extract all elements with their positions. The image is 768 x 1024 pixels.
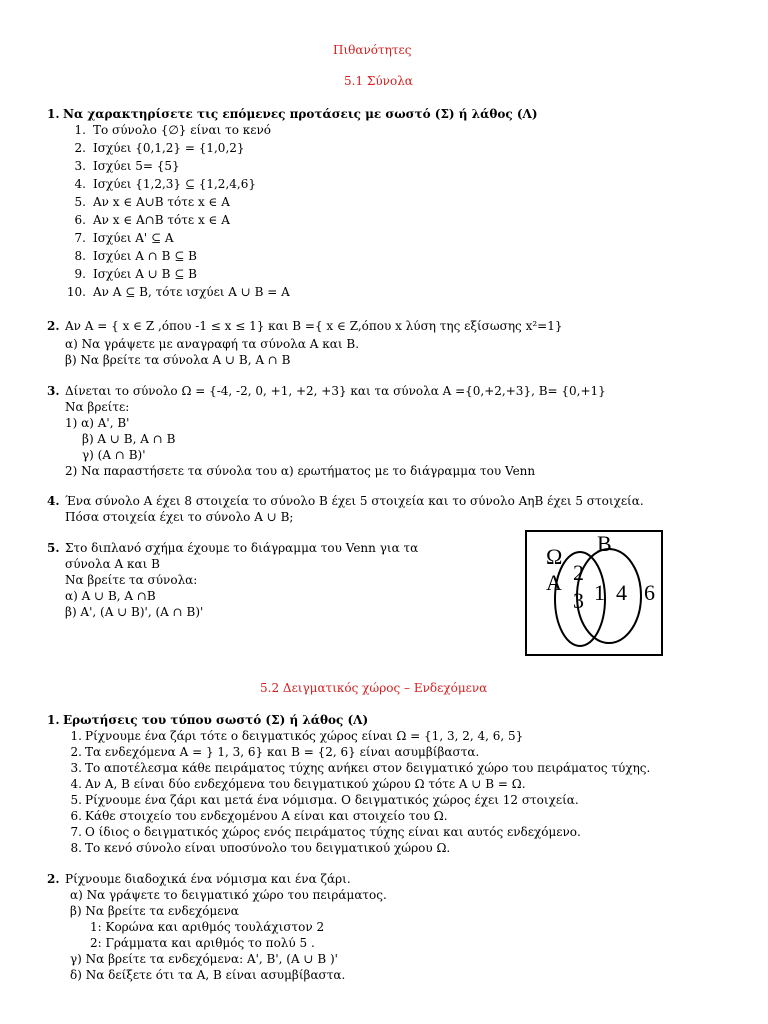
- item-text: Αν A ⊆ B, τότε ισχύει A ∪ B = A: [93, 285, 290, 299]
- item-text: Ισχύει 5= {5}: [93, 159, 180, 173]
- item-text: Ισχύει {0,1,2} = {1,0,2}: [93, 141, 245, 155]
- item-number: 6.: [74, 213, 86, 227]
- set-b-ellipse: [577, 549, 641, 643]
- question-text: Στο διπλανό σχήμα έχουμε το διάγραμμα του Venn για τα: [65, 541, 419, 555]
- item-number: 4.: [74, 177, 86, 191]
- element-1: 1: [594, 580, 605, 605]
- question-text: Ρίχνουμε διαδοχικά ένα νόμισμα και ένα ζάρι.: [65, 872, 351, 886]
- item-text: Αν x ∈ A∩B τότε x ∈ A: [93, 213, 230, 227]
- element-6: 6: [644, 580, 655, 605]
- item-text: Τα ενδεχόμενα A = } 1, 3, 6} και B = {2, 6} είναι ασυμβίβαστα.: [85, 745, 480, 759]
- item-text: Ο ίδιος ο δειγματικός χώρος ενός πειράματος τύχης είναι και αυτός ενδεχόμενο.: [85, 825, 581, 839]
- item-text: Ισχύει A ∪ B ⊆ B: [93, 267, 197, 281]
- question-part: α) Να γράψετε με αναγραφή τα σύνολα A και B.: [65, 337, 360, 351]
- question-text: Να βρείτε τα σύνολα:: [65, 573, 198, 587]
- question-part: γ) Να βρείτε τα ενδεχόμενα: A', B', (A ∪ B )': [70, 952, 338, 966]
- question-title: Να χαρακτηρίσετε τις επόμενες προτάσεις με σωστό (Σ) ή λάθος (Λ): [63, 107, 538, 121]
- set-b-label: B: [597, 531, 612, 556]
- item-text: Ισχύει A ∩ B ⊆ B: [93, 249, 197, 263]
- item-text: Ισχύει {1,2,3} ⊆ {1,2,4,6}: [93, 177, 256, 191]
- question-number: 4.: [47, 494, 60, 508]
- omega-label: Ω: [546, 544, 563, 569]
- item-number: 8.: [74, 249, 86, 263]
- item-number: 2.: [74, 141, 86, 155]
- element-2: 2: [573, 560, 584, 585]
- item-number: 1.: [70, 729, 82, 743]
- item-text: Ισχύει A' ⊆ A: [93, 231, 174, 245]
- item-text: Αν A, B είναι δύο ενδεχόμενα του δειγματικού χώρου Ω τότε A ∪ B = Ω.: [85, 777, 526, 791]
- item-text: Αν x ∈ A∪B τότε x ∈ A: [93, 195, 230, 209]
- element-4: 4: [616, 580, 627, 605]
- question-text: Ένα σύνολο A έχει 8 στοιχεία το σύνολο B έχει 5 στοιχεία και το σύνολο AηB έχει 5 στοιχεία.: [65, 494, 644, 508]
- question-part: α) Να γράψετε το δειγματικό χώρο του πειράματος.: [70, 888, 387, 902]
- item-number: 5.: [70, 793, 82, 807]
- item-text: Το κενό σύνολο είναι υποσύνολο του δειγματικού χώρου Ω.: [85, 841, 451, 855]
- page-title: Πιθανότητες: [333, 43, 412, 57]
- question-subpart: 1: Κορώνα και αριθμός τουλάχιστον 2: [90, 920, 325, 934]
- question-number: 1.: [47, 107, 60, 121]
- set-a-label: A: [546, 570, 562, 595]
- item-text: Το αποτέλεσμα κάθε πειράματος τύχης ανήκει στον δειγματικό χώρο του πειράματος τύχης.: [85, 761, 651, 775]
- question-number: 2.: [47, 872, 60, 886]
- item-number: 2.: [70, 745, 82, 759]
- item-text: Ρίχνουμε ένα ζάρι και μετά ένα νόμισμα. Ο δειγματικός χώρος έχει 12 στοιχεία.: [85, 793, 579, 807]
- item-number: 1.: [74, 123, 86, 137]
- question-number: 2.: [47, 319, 60, 333]
- question-text: Αν A = { x ∈ Z ,όπου -1 ≤ x ≤ 1} και B ={ x ∈ Z,όπου x λύση της εξίσωσης x²=1}: [65, 319, 563, 333]
- question-part: 2) Να παραστήσετε τα σύνολα του α) ερωτήματος με το διάγραμμα του Venn: [65, 464, 536, 478]
- element-3: 3: [573, 588, 584, 613]
- question-text: Πόσα στοιχεία έχει το σύνολο A ∪ B;: [65, 510, 294, 524]
- question-number: 1.: [47, 713, 60, 727]
- question-part: 1) α) A', B': [65, 416, 130, 430]
- question-text: σύνολα A και B: [65, 557, 160, 571]
- item-number: 7.: [74, 231, 86, 245]
- item-number: 5.: [74, 195, 86, 209]
- question-number: 3.: [47, 384, 60, 398]
- item-number: 7.: [70, 825, 82, 839]
- item-text: Κάθε στοιχείο του ενδεχομένου A είναι και στοιχείο του Ω.: [85, 809, 448, 823]
- section-heading: 5.1 Σύνολα: [344, 74, 413, 88]
- question-part: β) Να βρείτε τα ενδεχόμενα: [70, 904, 239, 918]
- question-part: γ) (A ∩ B)': [82, 448, 146, 462]
- question-subpart: 2: Γράμματα και αριθμός το πολύ 5 .: [90, 936, 315, 950]
- item-number: 6.: [70, 809, 82, 823]
- question-part: δ) Να δείξετε ότι τα A, B είναι ασυμβίβαστα.: [70, 968, 346, 982]
- section-heading: 5.2 Δειγματικός χώρος – Ενδεχόμενα: [260, 681, 488, 695]
- item-number: 3.: [74, 159, 86, 173]
- question-part: β) Να βρείτε τα σύνολα A ∪ B, A ∩ B: [65, 353, 291, 367]
- question-part: β) A', (A ∪ B)', (A ∩ B)': [65, 605, 204, 619]
- question-part: α) A ∪ B, A ∩B: [65, 589, 156, 603]
- item-number: 8.: [70, 841, 82, 855]
- question-part: Να βρείτε:: [65, 400, 130, 414]
- question-number: 5.: [47, 541, 60, 555]
- item-text: Ρίχνουμε ένα ζάρι τότε ο δειγματικός χώρος είναι Ω = {1, 3, 2, 4, 6, 5}: [85, 729, 524, 743]
- item-text: Το σύνολο {∅} είναι το κενό: [93, 123, 271, 137]
- venn-diagram: [525, 530, 663, 656]
- item-number: 4.: [70, 777, 82, 791]
- item-number: 3.: [70, 761, 82, 775]
- item-number: 9.: [74, 267, 86, 281]
- question-text: Δίνεται το σύνολο Ω = {-4, -2, 0, +1, +2, +3} και τα σύνολα A ={0,+2,+3}, B= {0,+1}: [65, 384, 606, 398]
- question-title: Ερωτήσεις του τύπου σωστό (Σ) ή λάθος (Λ): [63, 713, 369, 727]
- item-number: 10.: [66, 285, 86, 299]
- question-part: β) A ∪ B, A ∩ B: [82, 432, 176, 446]
